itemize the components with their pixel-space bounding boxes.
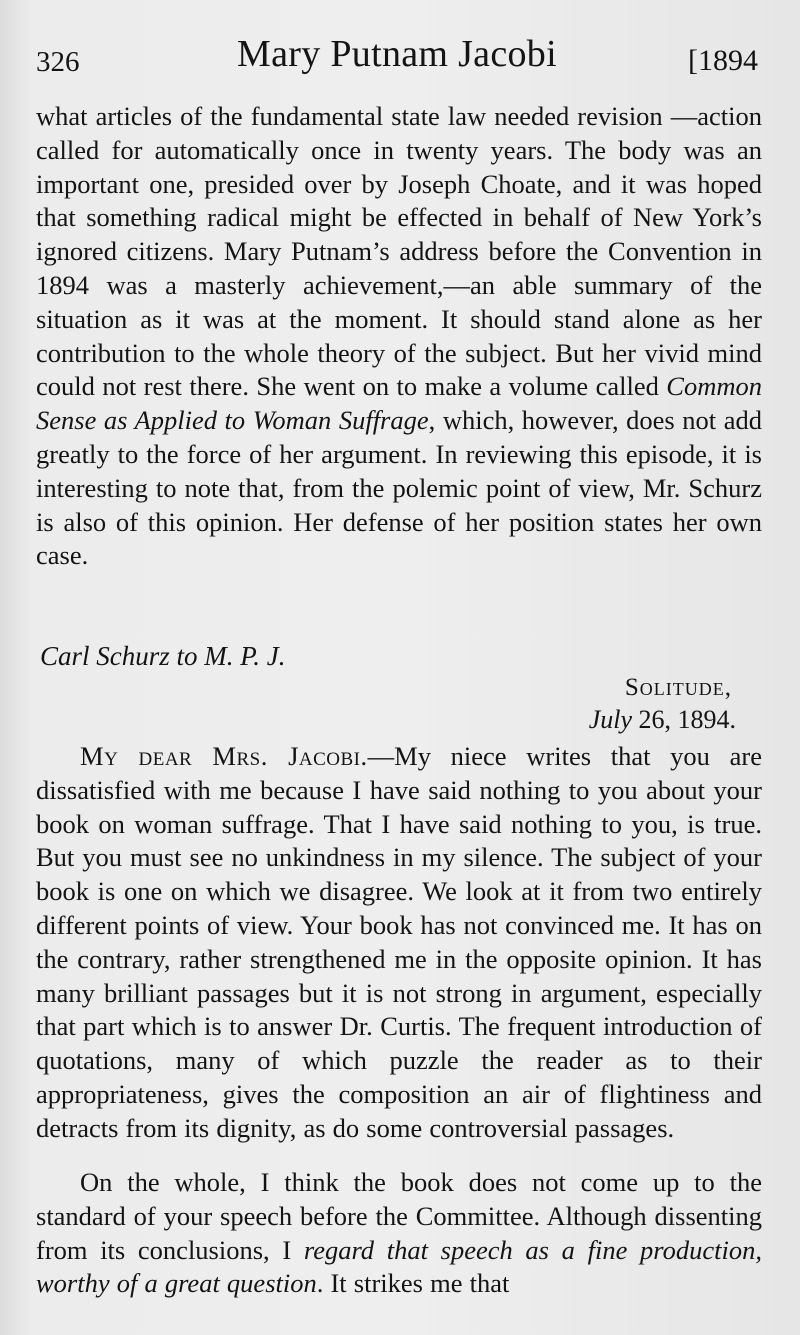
intro-text-1: what articles of the fundamental state law needed revision —action called for automatically once in twenty years. The body was an important one, presided over by Joseph Choate, and it was hoped that something radical might be effected in behalf of New York’s ignored citizens. Mary Putnam’s address before the Convention in 1894 was a masterly achievement,—an able summary of the situation as it was at the moment. It should stand alone as her contribution to the whole theory of the subject. But her vivid mind could not rest there. She went on to make a volume called (36, 101, 762, 402)
letter-paragraph-2-italic: regard that speech as a fine production, worthy of a great question (36, 1234, 762, 1299)
letter-date-rest: 26, 1894. (632, 705, 736, 734)
letter-paragraph-2-end: . It strikes me that (316, 1268, 510, 1299)
letter-heading: Carl Schurz to M. P. J. (40, 641, 286, 671)
intro-paragraph (36, 100, 762, 573)
letter-paragraph-1 (36, 740, 762, 1146)
letter-paragraph-1-text: —My niece writes that you are dissatisfied with me because I have said nothing to you about your book on woman suffrage. That I have said nothing to you, is true. But you must see no unkindness in my silence. The subject of your book is one on which we disagree. We look at it from two entirely different points of view. Your book has not convinced me. It has on the contrary, rather strengthened me in the opposite opinion. It has many brilliant passages but it is not strong in argument, especially that part which is to answer Dr. Curtis. The frequent introduction of quotations, many of which puzzle the reader as to their appropriateness, gives the composition an air of flightiness and detracts from its dignity, as do some controversial passages. (36, 741, 762, 1143)
letter-paragraph-2 (36, 1166, 762, 1301)
letter-date (589, 705, 736, 735)
letter-date-month: July (588, 705, 632, 734)
page-number: 326 (36, 46, 80, 78)
running-title: Mary Putnam Jacobi (237, 33, 557, 75)
page-header (36, 28, 758, 88)
letter-paragraph-2-start: On the whole, I think the book does not come up to the standard of your speech before the Committee. Although dissenting from its conclusions, I (36, 1167, 762, 1265)
header-year: [1894 (688, 44, 758, 77)
letter-place: Solitude, (624, 674, 732, 701)
letter-salutation: My dear Mrs. Jacobi. (80, 741, 368, 771)
book-title: Common Sense as Applied to Woman Suffrage (36, 371, 762, 436)
intro-text-2: , which, however, does not add greatly to the force of her argument. In reviewing this episode, it is interesting to note that, from the polemic point of view, Mr. Schurz is also of this opinion. Her defense of her position states her own case. (36, 405, 762, 571)
